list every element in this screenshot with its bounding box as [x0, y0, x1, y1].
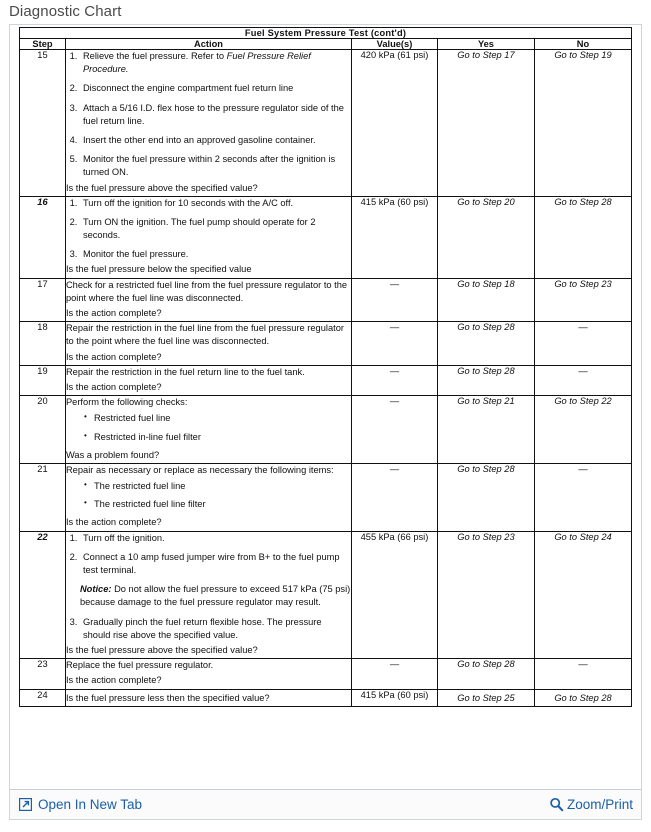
action-step-list	[80, 50, 351, 180]
document-toolbar	[10, 789, 641, 819]
value-cell: —	[351, 278, 437, 322]
action-question: Is the fuel pressure below the specified value	[65, 264, 252, 275]
step-number: 15	[19, 50, 65, 197]
action-notice	[77, 583, 351, 609]
no-branch-cell: Go to Step 22	[534, 396, 631, 464]
step-number: 17	[19, 278, 65, 322]
action-step: 1. Turn off the ignition.	[80, 532, 351, 545]
no-branch-cell: Go to Step 28	[534, 689, 631, 706]
zoom-print-label: Zoom/Print	[566, 797, 633, 812]
yes-branch-cell: Go to Step 28	[437, 322, 534, 366]
value-cell: —	[351, 463, 437, 531]
action-lead: Perform the following checks:	[65, 397, 188, 408]
column-header-values: Value(s)	[351, 39, 437, 50]
action-step: 2. Turn ON the ignition. The fuel pump should operate for 2 seconds.	[80, 216, 351, 242]
action-step: 2. Connect a 10 amp fused jumper wire from B+ to the fuel pump test terminal.	[80, 551, 351, 577]
no-branch-cell: Go to Step 19	[534, 50, 631, 197]
action-step: 3. Gradually pinch the fuel return flexible hose. The pressure should rise above the specified value.	[80, 616, 351, 642]
action-question: Is the action complete?	[65, 381, 162, 392]
step-number: 16	[19, 196, 65, 278]
action-cell	[65, 659, 351, 689]
action-question: Is the action complete?	[65, 308, 162, 318]
action-bullet-list	[84, 412, 351, 443]
table-title: Fuel System Pressure Test (cont'd)	[19, 28, 631, 39]
table-row	[19, 278, 631, 322]
no-branch-cell: Go to Step 23	[534, 278, 631, 322]
value-cell: —	[351, 322, 437, 366]
step-number: 20	[19, 396, 65, 464]
notice-text: Do not allow the fuel pressure to exceed 517 kPa (75 psi) because damage to the fuel pressure regulator may result.	[79, 584, 351, 608]
value-cell: —	[351, 396, 437, 464]
action-bullet: • The restricted fuel line	[84, 480, 351, 493]
action-bullet: • Restricted fuel line	[84, 412, 351, 425]
action-cell	[65, 463, 351, 531]
action-cell	[65, 531, 351, 659]
open-in-new-tab-label: Open In New Tab	[38, 797, 143, 812]
table-row	[19, 531, 631, 659]
action-bullet: • The restricted fuel line filter	[84, 498, 351, 511]
action-question: Is the action complete?	[65, 351, 162, 362]
step-number: 18	[19, 322, 65, 366]
no-branch-cell: —	[534, 365, 631, 395]
value-cell: 415 kPa (60 psi)	[351, 689, 437, 706]
table-row	[19, 659, 631, 689]
action-step: 4. Insert the other end into an approved gasoline container.	[80, 134, 351, 147]
action-step-list	[80, 197, 351, 262]
yes-branch-cell: Go to Step 18	[437, 278, 534, 322]
action-cell	[65, 689, 351, 706]
step-number: 22	[19, 531, 65, 659]
column-header-action: Action	[65, 39, 351, 50]
yes-branch-cell: Go to Step 20	[437, 196, 534, 278]
step-number: 23	[19, 659, 65, 689]
action-cell	[65, 365, 351, 395]
yes-branch-cell: Go to Step 25	[437, 689, 534, 706]
table-body	[19, 28, 631, 707]
action-question: Is the fuel pressure above the specified value?	[65, 182, 258, 193]
table-header-row	[19, 39, 631, 50]
value-cell: 420 kPa (61 psi)	[351, 50, 437, 197]
action-question: Is the fuel pressure less then the specified value?	[65, 692, 270, 703]
action-question: Is the action complete?	[65, 517, 162, 528]
column-header-yes: Yes	[437, 39, 534, 50]
action-question: Is the fuel pressure above the specified value?	[65, 644, 258, 655]
action-cell	[65, 322, 351, 366]
action-reference: Fuel Pressure Relief Procedure.	[82, 51, 311, 75]
action-question: Is the action complete?	[65, 675, 162, 686]
yes-branch-cell: Go to Step 28	[437, 659, 534, 689]
action-cell	[65, 278, 351, 322]
yes-branch-cell: Go to Step 17	[437, 50, 534, 197]
step-number: 19	[19, 365, 65, 395]
action-question: Was a problem found?	[65, 449, 160, 460]
table-row	[19, 322, 631, 366]
action-lead: Repair the restriction in the fuel line from the fuel pressure regulator to the point where the fuel line was disconnected.	[65, 323, 344, 347]
no-branch-cell: —	[534, 322, 631, 366]
magnifier-icon	[549, 797, 564, 812]
table-row	[19, 196, 631, 278]
action-step: 2. Disconnect the engine compartment fuel return line	[80, 82, 351, 95]
action-step: 1. Relieve the fuel pressure. Refer to Fuel Pressure Relief Procedure.	[80, 50, 351, 76]
yes-branch-cell: Go to Step 23	[437, 531, 534, 659]
value-cell: —	[351, 365, 437, 395]
action-lead: Replace the fuel pressure regulator.	[65, 660, 214, 671]
table-row	[19, 689, 631, 706]
action-cell	[65, 50, 351, 197]
document-scroll-area[interactable]	[10, 25, 641, 789]
diagnostic-table	[19, 27, 632, 707]
no-branch-cell: Go to Step 28	[534, 196, 631, 278]
open-in-new-tab-button[interactable]	[19, 797, 142, 812]
action-step: 5. Monitor the fuel pressure within 2 seconds after the ignition is turned ON.	[80, 153, 351, 179]
no-branch-cell: Go to Step 24	[534, 531, 631, 659]
action-lead: Repair the restriction in the fuel return line to the fuel tank.	[65, 366, 305, 377]
action-lead: Repair as necessary or replace as necessary the following items:	[65, 464, 334, 475]
step-number: 21	[19, 463, 65, 531]
notice-label: Notice:	[79, 584, 112, 595]
action-bullet-list	[84, 480, 351, 511]
yes-branch-cell: Go to Step 21	[437, 396, 534, 464]
action-step: 3. Monitor the fuel pressure.	[80, 248, 351, 261]
yes-branch-cell: Go to Step 28	[437, 365, 534, 395]
column-header-no: No	[534, 39, 631, 50]
value-cell: 415 kPa (60 psi)	[351, 196, 437, 278]
value-cell: —	[351, 659, 437, 689]
zoom-print-button[interactable]	[549, 797, 633, 812]
table-row	[19, 50, 631, 197]
value-cell: 455 kPa (66 psi)	[351, 531, 437, 659]
action-cell	[65, 396, 351, 464]
action-step: 3. Attach a 5/16 I.D. flex hose to the pressure regulator side of the fuel return line.	[80, 102, 351, 128]
table-row	[19, 396, 631, 464]
document-frame	[9, 24, 642, 820]
action-step: 1. Turn off the ignition for 10 seconds with the A/C off.	[80, 197, 351, 210]
action-bullet: • Restricted in-line fuel filter	[84, 431, 351, 444]
column-header-step: Step	[19, 39, 65, 50]
no-branch-cell: —	[534, 659, 631, 689]
external-link-icon	[19, 798, 32, 811]
action-step-list	[80, 532, 351, 642]
table-row	[19, 463, 631, 531]
page-title: Diagnostic Chart	[9, 3, 122, 20]
step-number: 24	[19, 689, 65, 706]
action-lead: Check for a restricted fuel line from the fuel pressure regulator to the point where the fuel line was disconnected.	[65, 279, 348, 303]
yes-branch-cell: Go to Step 28	[437, 463, 534, 531]
action-cell	[65, 196, 351, 278]
table-row	[19, 365, 631, 395]
table-title-row	[19, 28, 631, 39]
no-branch-cell: —	[534, 463, 631, 531]
